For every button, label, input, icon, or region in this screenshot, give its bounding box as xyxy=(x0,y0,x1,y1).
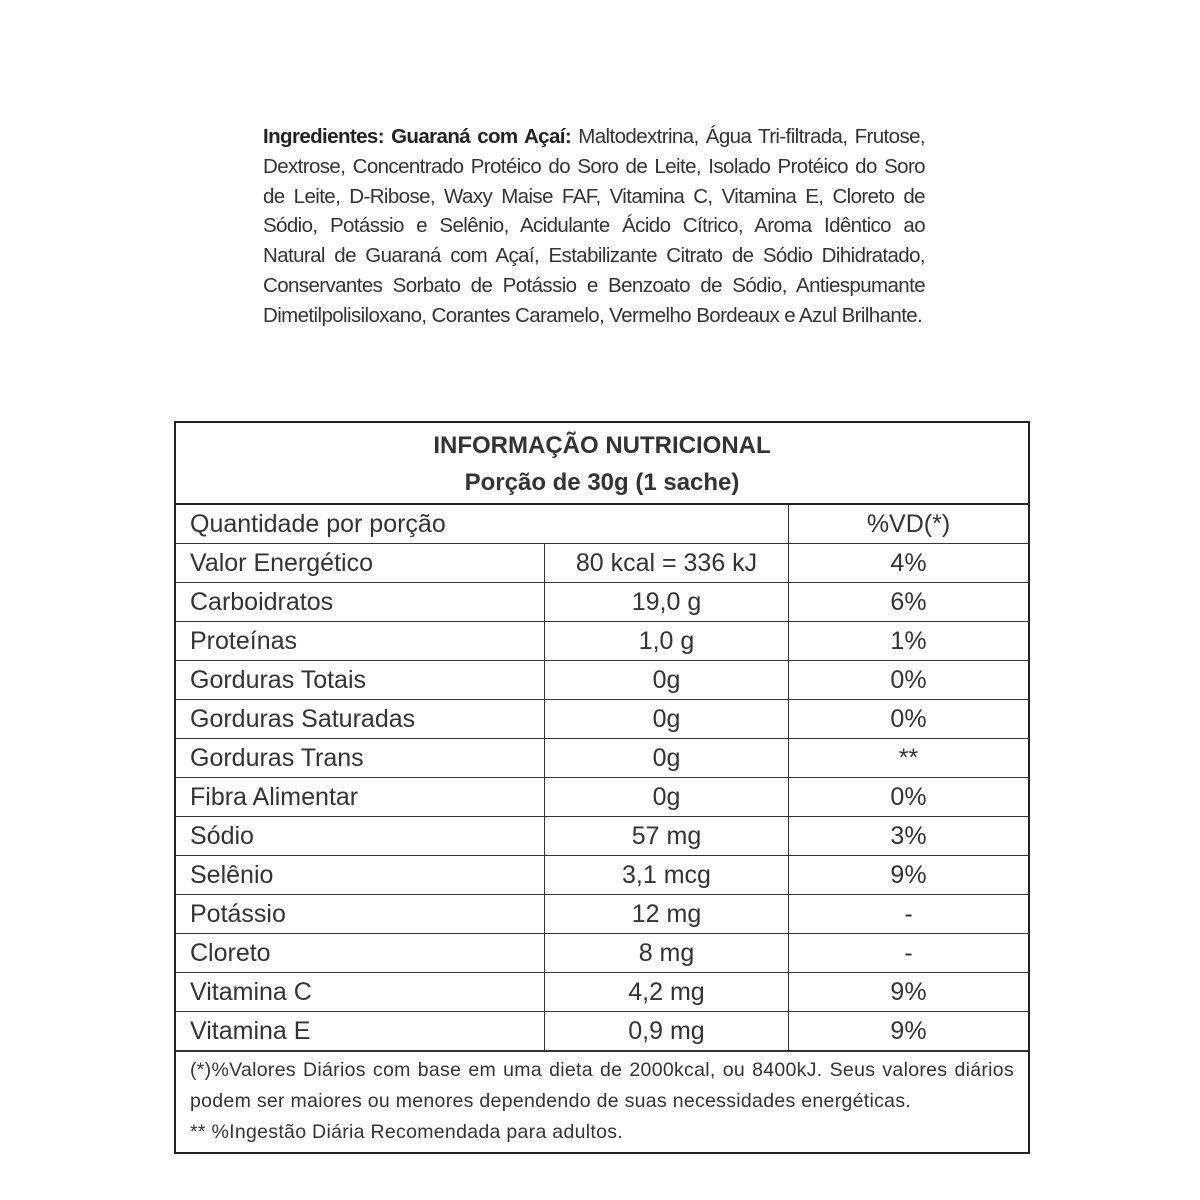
nutrient-vd: 3% xyxy=(789,817,1029,856)
nutrient-vd: 1% xyxy=(789,622,1029,661)
table-row xyxy=(176,1012,1028,1051)
nutrient-amount: 3,1 mcg xyxy=(545,856,789,895)
nutrient-amount: 0g xyxy=(545,739,789,778)
nutrient-name: Sódio xyxy=(176,817,545,856)
footnote-idr: ** %Ingestão Diária Recomendada para adultos. xyxy=(190,1121,624,1143)
nutrient-name: Vitamina E xyxy=(176,1012,545,1051)
nutrient-amount: 0,9 mg xyxy=(545,1012,789,1051)
nutrient-vd: - xyxy=(789,895,1029,934)
nutrient-name: Valor Energético xyxy=(176,544,545,583)
nutrient-vd: 9% xyxy=(789,856,1029,895)
table-row xyxy=(176,973,1028,1012)
nutrient-vd: 0% xyxy=(789,700,1029,739)
nutrient-amount: 0g xyxy=(545,661,789,700)
nutrient-vd: 0% xyxy=(789,661,1029,700)
nutrient-amount: 0g xyxy=(545,700,789,739)
nutrient-vd: - xyxy=(789,934,1029,973)
nutrient-amount: 0g xyxy=(545,778,789,817)
nutrient-vd: 0% xyxy=(789,778,1029,817)
nutrient-name: Fibra Alimentar xyxy=(176,778,545,817)
nutrient-vd: 6% xyxy=(789,583,1029,622)
table-row xyxy=(176,700,1028,739)
nutrient-amount: 57 mg xyxy=(545,817,789,856)
ingredients-label: Ingredientes: Guaraná com Açaí: xyxy=(263,125,572,148)
nutrition-title: INFORMAÇÃO NUTRICIONAL xyxy=(433,432,771,459)
nutrient-amount: 80 kcal = 336 kJ xyxy=(545,544,789,583)
quantity-header: Quantidade por porção xyxy=(176,505,789,544)
table-row xyxy=(176,583,1028,622)
nutrition-header xyxy=(176,423,1028,505)
table-row xyxy=(176,544,1028,583)
nutrient-name: Gorduras Trans xyxy=(176,739,545,778)
nutrient-name: Selênio xyxy=(176,856,545,895)
ingredients-text xyxy=(263,122,925,331)
table-row xyxy=(176,856,1028,895)
footnote-daily-values: (*)%Valores Diários com base em uma dieta de 2000kcal, ou 8400kJ. Seus valores diários podem ser maiores ou menores dependendo de suas necessidades energéticas. xyxy=(190,1059,1014,1112)
nutrient-name: Gorduras Totais xyxy=(176,661,545,700)
nutrient-name: Gorduras Saturadas xyxy=(176,700,545,739)
nutrient-vd: 9% xyxy=(789,1012,1029,1051)
table-row xyxy=(176,739,1028,778)
nutrient-amount: 19,0 g xyxy=(545,583,789,622)
nutrient-vd: ** xyxy=(789,739,1029,778)
table-row xyxy=(176,895,1028,934)
table-row xyxy=(176,622,1028,661)
nutrition-facts-table xyxy=(174,421,1030,1154)
ingredients-list: Maltodextrina, Água Tri-filtrada, Frutose, Dextrose, Concentrado Protéico do Soro de Leite, Isolado Protéico do Soro de Leite, D-Ribose, Waxy Maise FAF, Vitamina C, Vitamina E, Cloreto de Sódio, Potássio e Selênio, Acidulante Ácido Cítrico, Aroma Idêntico ao Natural de Guaraná com Açaí, Estabilizante Citrato de Sódio Dihidratado, Conservantes Sorbato de Potássio e Benzoato de Sódio, Antiespumante Dimetilpolisiloxano, Corantes Caramelo, Vermelho Bordeaux e Azul Brilhante. xyxy=(263,125,925,327)
nutrient-name: Cloreto xyxy=(176,934,545,973)
nutrient-vd: 9% xyxy=(789,973,1029,1012)
table-row xyxy=(176,817,1028,856)
nutrient-table xyxy=(176,505,1028,1051)
table-row xyxy=(176,934,1028,973)
nutrient-name: Potássio xyxy=(176,895,545,934)
table-header-row xyxy=(176,505,1028,544)
nutrient-name: Vitamina C xyxy=(176,973,545,1012)
nutrient-amount: 1,0 g xyxy=(545,622,789,661)
nutrient-vd: 4% xyxy=(789,544,1029,583)
nutrient-name: Proteínas xyxy=(176,622,545,661)
table-row xyxy=(176,661,1028,700)
nutrient-amount: 8 mg xyxy=(545,934,789,973)
nutrient-amount: 4,2 mg xyxy=(545,973,789,1012)
vd-header: %VD(*) xyxy=(789,505,1029,544)
footnotes xyxy=(176,1051,1028,1152)
nutrient-amount: 12 mg xyxy=(545,895,789,934)
serving-size: Porção de 30g (1 sache) xyxy=(464,469,740,496)
table-row xyxy=(176,778,1028,817)
nutrient-name: Carboidratos xyxy=(176,583,545,622)
